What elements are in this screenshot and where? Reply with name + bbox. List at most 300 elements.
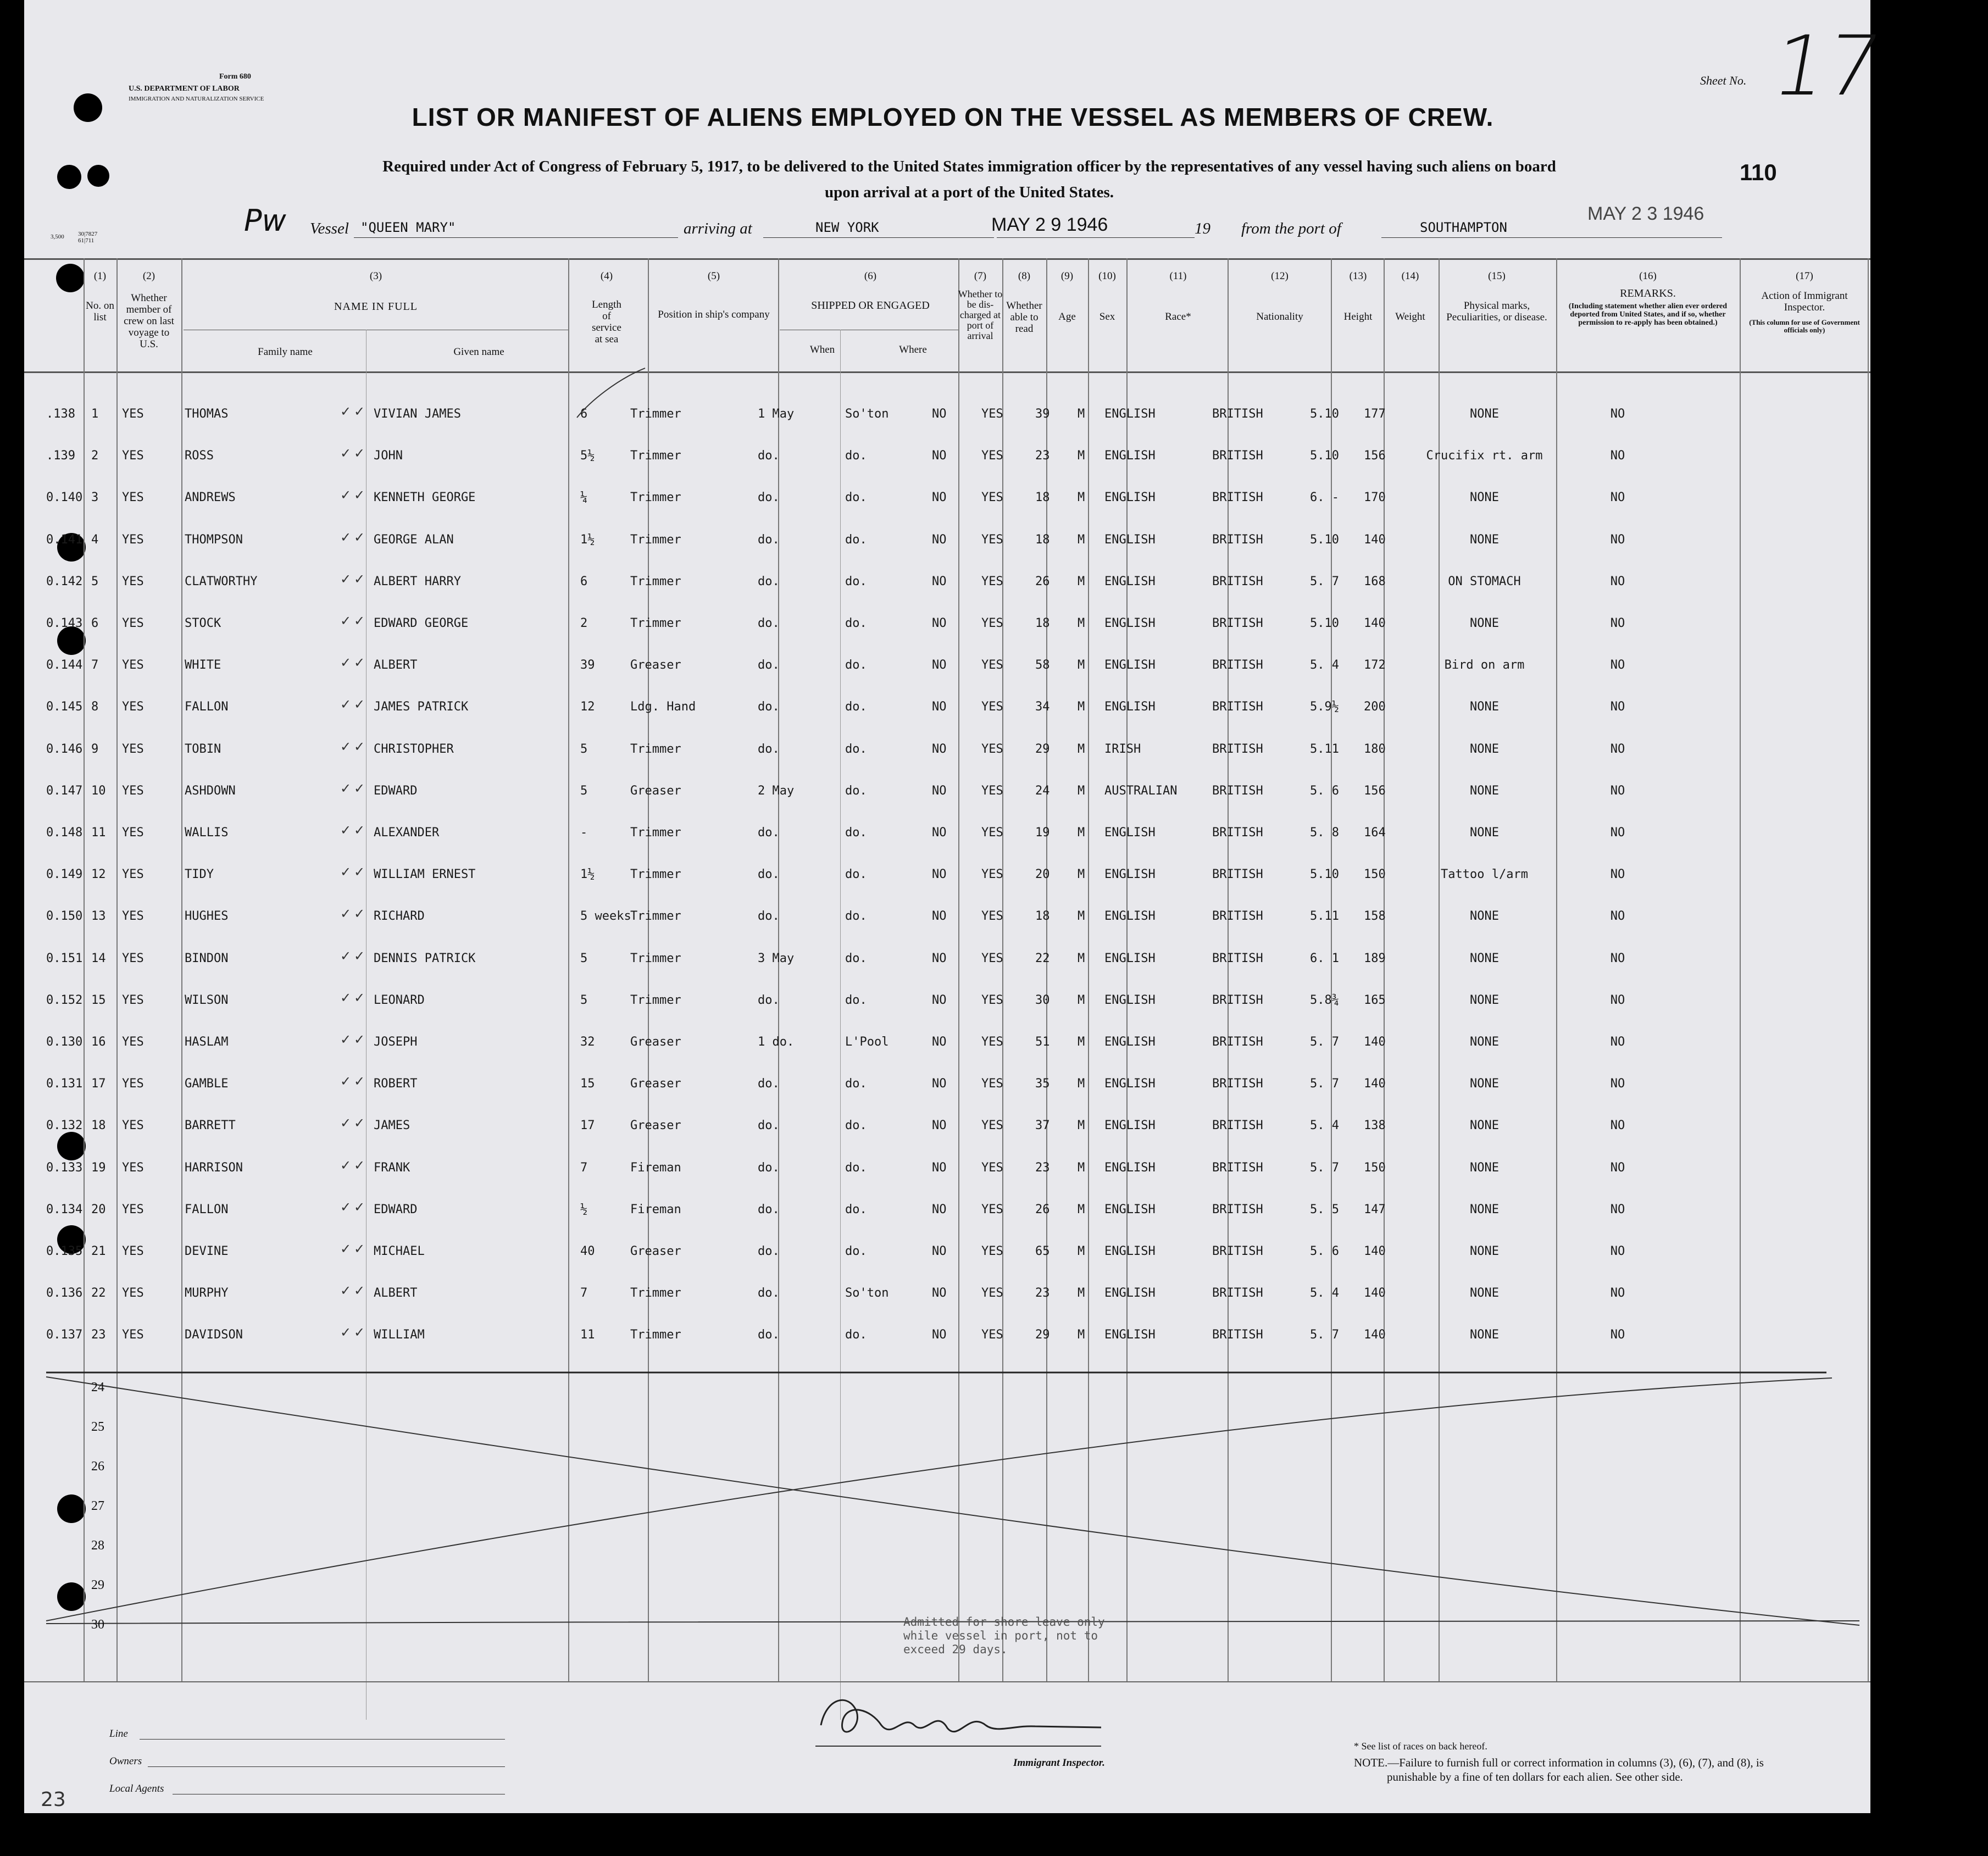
cell-nationality: BRITISH — [1212, 1119, 1263, 1132]
cell-race: ENGLISH — [1104, 868, 1156, 881]
cell-height: 5.9½ — [1310, 700, 1339, 714]
service-column-stroke — [568, 363, 678, 1736]
cell-sex: M — [1078, 658, 1085, 672]
cell-read: YES — [981, 742, 1003, 756]
cell-no: 10 — [91, 784, 106, 798]
cell-read: YES — [981, 868, 1003, 881]
cell-race: ENGLISH — [1104, 575, 1156, 588]
cell-nationality: BRITISH — [1212, 826, 1263, 840]
cell-service: 1½ — [580, 868, 595, 881]
cell-read: YES — [981, 1286, 1003, 1300]
cell-sex: M — [1078, 993, 1085, 1007]
col-1-label: No. on list — [86, 300, 114, 323]
cell-race: ENGLISH — [1104, 1203, 1156, 1216]
cell-where: do. — [845, 826, 867, 840]
cell-given: ALBERT HARRY — [374, 575, 461, 588]
col-2-label: Whether member of crew on last voyage to U.S. — [124, 292, 174, 350]
cell-given: WILLIAM ERNEST — [374, 868, 476, 881]
cell-when: 2 May — [758, 784, 795, 798]
year-label: 19 — [1195, 220, 1210, 237]
cell-ref: 0.137 — [46, 1328, 83, 1342]
vessel-name: "QUEEN MARY" — [360, 220, 456, 235]
cell-when: do. — [758, 1328, 780, 1342]
cell-age: 37 — [1035, 1119, 1050, 1132]
cell-race: ENGLISH — [1104, 407, 1156, 421]
col-5-label: Position in ship's company — [658, 309, 770, 320]
cell-height: 6. 1 — [1310, 952, 1339, 965]
cell-height: 6. - — [1310, 491, 1339, 504]
cell-weight: 140 — [1364, 1077, 1386, 1091]
cell-height: 5.8¾ — [1310, 993, 1339, 1007]
cell-when: do. — [758, 658, 780, 672]
cell-remarks: NO — [1610, 1244, 1625, 1258]
cell-service: 7 — [580, 1286, 588, 1300]
cell-family: FALLON — [185, 700, 229, 714]
cell-marks: Tattoo l/arm — [1441, 868, 1528, 881]
cell-ref: .138 — [46, 407, 75, 421]
cell-service: ¼ — [580, 491, 588, 504]
cell-discharged: NO — [932, 1077, 947, 1091]
cell-sex: M — [1078, 1328, 1085, 1342]
cell-nationality: BRITISH — [1212, 1035, 1263, 1049]
check-mark-icon: ✓ — [340, 906, 352, 921]
cell-race: ENGLISH — [1104, 1035, 1156, 1049]
cell-where: So'ton — [845, 1286, 889, 1300]
cell-no: 9 — [91, 742, 99, 756]
cell-height: 5. 7 — [1310, 1161, 1339, 1175]
cell-nationality: BRITISH — [1212, 1161, 1263, 1175]
cell-service: 11 — [580, 1328, 595, 1342]
cell-weight: 140 — [1364, 533, 1386, 547]
check-mark-icon: ✓ — [354, 697, 365, 712]
cell-no: 20 — [91, 1203, 106, 1216]
table-row — [24, 823, 1870, 868]
cell-age: 65 — [1035, 1244, 1050, 1258]
cell-race: ENGLISH — [1104, 449, 1156, 463]
col-13-label: Height — [1343, 311, 1373, 323]
cell-discharged: NO — [932, 533, 947, 547]
subtitle-line-2: upon arrival at a port of the United States. — [824, 184, 1114, 201]
cell-no: 2 — [91, 449, 99, 463]
cell-height: 5.10 — [1310, 868, 1339, 881]
cell-where: do. — [845, 491, 867, 504]
cell-weight: 156 — [1364, 784, 1386, 798]
cell-no: 5 — [91, 575, 99, 588]
cell-crew: YES — [122, 1328, 144, 1342]
cell-height: 5. 7 — [1310, 575, 1339, 588]
page-code: 110 — [1740, 159, 1777, 185]
cell-sex: M — [1078, 1286, 1085, 1300]
cell-given: ALBERT — [374, 1286, 418, 1300]
empty-row-number: 29 — [91, 1578, 104, 1592]
check-mark-icon: ✓ — [340, 781, 352, 796]
cell-age: 58 — [1035, 658, 1050, 672]
cell-nationality: BRITISH — [1212, 1286, 1263, 1300]
cell-remarks: NO — [1610, 826, 1625, 840]
cell-when: do. — [758, 868, 780, 881]
cell-nationality: BRITISH — [1212, 533, 1263, 547]
cell-nationality: BRITISH — [1212, 993, 1263, 1007]
cell-position: Trimmer — [630, 868, 681, 881]
col-14-num: (14) — [1401, 270, 1419, 282]
col-11-label: Race* — [1165, 311, 1191, 323]
cell-read: YES — [981, 1161, 1003, 1175]
table-row — [24, 1158, 1870, 1203]
check-mark-icon: ✓ — [354, 613, 365, 629]
cell-ref: 0.132 — [46, 1119, 83, 1132]
cell-crew: YES — [122, 1286, 144, 1300]
cell-remarks: NO — [1610, 449, 1625, 463]
note-line-1: NOTE.—Failure to furnish full or correct information in columns (3), (6), (7), and (8), is — [1354, 1756, 1764, 1769]
cell-no: 21 — [91, 1244, 106, 1258]
cell-height: 5. 8 — [1310, 826, 1339, 840]
check-mark-icon: ✓ — [354, 823, 365, 838]
cell-family: CLATWORTHY — [185, 575, 258, 588]
cell-sex: M — [1078, 868, 1085, 881]
cell-position: Trimmer — [630, 533, 681, 547]
cell-marks: NONE — [1470, 784, 1499, 798]
cell-marks: NONE — [1470, 1161, 1499, 1175]
cell-given: FRANK — [374, 1161, 410, 1175]
cell-position: Greaser — [630, 658, 681, 672]
cell-remarks: NO — [1610, 1119, 1625, 1132]
cell-read: YES — [981, 826, 1003, 840]
col-15-num: (15) — [1488, 270, 1506, 282]
cell-marks: NONE — [1470, 616, 1499, 630]
cell-service: 6 — [580, 575, 588, 588]
cell-where: do. — [845, 742, 867, 756]
cell-race: AUSTRALIAN — [1104, 784, 1178, 798]
cell-age: 39 — [1035, 407, 1050, 421]
cell-no: 8 — [91, 700, 99, 714]
table-row — [24, 446, 1870, 491]
cell-age: 24 — [1035, 784, 1050, 798]
check-mark-icon: ✓ — [340, 1158, 352, 1173]
cell-family: FALLON — [185, 1203, 229, 1216]
cell-remarks: NO — [1610, 784, 1625, 798]
cell-family: HARRISON — [185, 1161, 243, 1175]
cell-age: 23 — [1035, 1161, 1050, 1175]
cell-discharged: NO — [932, 909, 947, 923]
cell-discharged: NO — [932, 1035, 947, 1049]
cell-weight: 189 — [1364, 952, 1386, 965]
cell-weight: 172 — [1364, 658, 1386, 672]
check-mark-icon: ✓ — [354, 1115, 365, 1131]
col-6-label: SHIPPED OR ENGAGED — [811, 299, 930, 312]
cell-position: Trimmer — [630, 449, 681, 463]
cell-marks: NONE — [1470, 1328, 1499, 1342]
cell-no: 17 — [91, 1077, 106, 1091]
cell-no: 23 — [91, 1328, 106, 1342]
cell-crew: YES — [122, 952, 144, 965]
cell-race: ENGLISH — [1104, 1077, 1156, 1091]
cell-discharged: NO — [932, 616, 947, 630]
cell-read: YES — [981, 1244, 1003, 1258]
cell-age: 26 — [1035, 575, 1050, 588]
cell-read: YES — [981, 491, 1003, 504]
cell-weight: 168 — [1364, 575, 1386, 588]
cell-read: YES — [981, 784, 1003, 798]
from-port-label: from the port of — [1241, 220, 1341, 237]
cell-remarks: NO — [1610, 868, 1625, 881]
cell-read: YES — [981, 658, 1003, 672]
cell-no: 12 — [91, 868, 106, 881]
cell-crew: YES — [122, 826, 144, 840]
subtitle-line-1: Required under Act of Congress of February 5, 1917, to be delivered to the United States immigration officer by the representatives of any vessel having such aliens on board — [382, 158, 1556, 175]
check-mark-icon: ✓ — [340, 571, 352, 587]
cell-height: 5. 4 — [1310, 658, 1339, 672]
stamp-line-1: Admitted for shore leave only — [903, 1615, 1105, 1629]
table-row — [24, 697, 1870, 742]
cell-family: BARRETT — [185, 1119, 236, 1132]
cell-height: 5.10 — [1310, 407, 1339, 421]
cell-sex: M — [1078, 742, 1085, 756]
cell-read: YES — [981, 616, 1003, 630]
col-3-num: (3) — [369, 270, 382, 282]
cell-read: YES — [981, 700, 1003, 714]
cell-weight: 140 — [1364, 616, 1386, 630]
cell-where: do. — [845, 784, 867, 798]
cell-remarks: NO — [1610, 742, 1625, 756]
check-mark-icon: ✓ — [354, 1241, 365, 1257]
cell-ref: 0.130 — [46, 1035, 83, 1049]
col-1-num: (1) — [93, 270, 107, 282]
cell-position: Greaser — [630, 784, 681, 798]
col-16-label: REMARKS. — [1620, 287, 1676, 299]
cell-given: JAMES PATRICK — [374, 700, 469, 714]
cell-no: 19 — [91, 1161, 106, 1175]
cell-no: 18 — [91, 1119, 106, 1132]
cell-discharged: NO — [932, 700, 947, 714]
cell-marks: NONE — [1470, 1035, 1499, 1049]
form-number: Form 680 — [219, 73, 251, 81]
cell-race: ENGLISH — [1104, 1161, 1156, 1175]
cell-race: ENGLISH — [1104, 533, 1156, 547]
cell-service: 32 — [580, 1035, 595, 1049]
check-mark-icon: ✓ — [354, 1032, 365, 1047]
cell-crew: YES — [122, 616, 144, 630]
note-line-2: punishable by a fine of ten dollars for each alien. See other side. — [1387, 1770, 1683, 1783]
cell-where: do. — [845, 909, 867, 923]
cell-service: 15 — [580, 1077, 595, 1091]
cell-age: 26 — [1035, 1203, 1050, 1216]
check-mark-icon: ✓ — [354, 1325, 365, 1340]
cell-crew: YES — [122, 1077, 144, 1091]
table-row — [24, 739, 1870, 784]
cell-where: do. — [845, 1244, 867, 1258]
cell-when: do. — [758, 1244, 780, 1258]
cell-age: 18 — [1035, 491, 1050, 504]
check-mark-icon: ✓ — [354, 446, 365, 461]
cell-position: Trimmer — [630, 616, 681, 630]
cell-given: JOHN — [374, 449, 403, 463]
check-mark-icon: ✓ — [340, 1074, 352, 1089]
cell-height: 5. 7 — [1310, 1077, 1339, 1091]
cell-position: Trimmer — [630, 993, 681, 1007]
cell-race: ENGLISH — [1104, 491, 1156, 504]
col-3-sub-given: Given name — [453, 346, 504, 358]
cell-service: 5 — [580, 742, 588, 756]
check-mark-icon: ✓ — [340, 1199, 352, 1215]
sheet-label: Sheet No. — [1700, 74, 1747, 87]
cell-nationality: BRITISH — [1212, 1244, 1263, 1258]
cell-when: 3 May — [758, 952, 795, 965]
punch-hole — [87, 165, 109, 187]
cell-position: Trimmer — [630, 909, 681, 923]
page-title: LIST OR MANIFEST OF ALIENS EMPLOYED ON THE VESSEL AS MEMBERS OF CREW. — [412, 103, 1494, 131]
col-6-sub-where: Where — [899, 344, 927, 355]
table-row — [24, 948, 1870, 993]
cell-read: YES — [981, 909, 1003, 923]
check-mark-icon: ✓ — [354, 487, 365, 503]
cell-remarks: NO — [1610, 1286, 1625, 1300]
cell-ref: 0.131 — [46, 1077, 83, 1091]
check-mark-icon: ✓ — [340, 655, 352, 670]
cell-remarks: NO — [1610, 533, 1625, 547]
inspector-label: Immigrant Inspector. — [1013, 1757, 1105, 1769]
cell-when: do. — [758, 1119, 780, 1132]
empty-row-number: 24 — [91, 1380, 104, 1394]
cell-where: do. — [845, 658, 867, 672]
cell-when: 1 do. — [758, 1035, 795, 1049]
cell-discharged: NO — [932, 742, 947, 756]
manifest-sheet — [24, 0, 1888, 1813]
margin-code-2: 30|7827 61|711 — [78, 231, 98, 244]
check-mark-icon: ✓ — [354, 571, 365, 587]
cell-ref: 0.133 — [46, 1161, 83, 1175]
cell-when: do. — [758, 616, 780, 630]
col-10-label: Sex — [1099, 311, 1115, 323]
cell-position: Trimmer — [630, 742, 681, 756]
cell-crew: YES — [122, 1203, 144, 1216]
cell-nationality: BRITISH — [1212, 1328, 1263, 1342]
service-name: IMMIGRATION AND NATURALIZATION SERVICE — [129, 96, 264, 102]
table-row — [24, 655, 1870, 700]
table-row — [24, 1074, 1870, 1119]
cell-remarks: NO — [1610, 909, 1625, 923]
cell-ref: 0.144 — [46, 658, 83, 672]
cell-weight: 150 — [1364, 868, 1386, 881]
cell-family: GAMBLE — [185, 1077, 229, 1091]
cell-sex: M — [1078, 575, 1085, 588]
cell-given: ALEXANDER — [374, 826, 440, 840]
cell-ref: 0.146 — [46, 742, 83, 756]
sheet-number: 17 — [1765, 19, 1888, 114]
cell-marks: ON STOMACH — [1448, 575, 1521, 588]
cell-sex: M — [1078, 407, 1085, 421]
cell-when: do. — [758, 491, 780, 504]
cell-crew: YES — [122, 909, 144, 923]
cell-family: HASLAM — [185, 1035, 229, 1049]
col-12-label: Nationality — [1256, 311, 1303, 323]
cell-no: 7 — [91, 658, 99, 672]
cell-nationality: BRITISH — [1212, 1077, 1263, 1091]
cell-height: 5.11 — [1310, 742, 1339, 756]
col-10-num: (10) — [1098, 270, 1116, 282]
cell-when: 1 May — [758, 407, 795, 421]
cell-given: ROBERT — [374, 1077, 418, 1091]
cell-service: 1½ — [580, 533, 595, 547]
check-mark-icon: ✓ — [354, 1283, 365, 1298]
cell-read: YES — [981, 952, 1003, 965]
check-mark-icon: ✓ — [340, 530, 352, 545]
punch-hole — [57, 165, 81, 189]
cell-crew: YES — [122, 742, 144, 756]
cell-ref: 0.151 — [46, 952, 83, 965]
cell-nationality: BRITISH — [1212, 700, 1263, 714]
cell-nationality: BRITISH — [1212, 449, 1263, 463]
cell-family: BINDON — [185, 952, 229, 965]
cell-height: 5.10 — [1310, 533, 1339, 547]
cell-nationality: BRITISH — [1212, 491, 1263, 504]
cell-height: 5. 4 — [1310, 1119, 1339, 1132]
cell-family: ROSS — [185, 449, 214, 463]
cell-read: YES — [981, 407, 1003, 421]
cell-service: 5 — [580, 993, 588, 1007]
cell-marks: NONE — [1470, 700, 1499, 714]
col-4-label: Length of service at sea — [592, 299, 621, 345]
cell-weight: 158 — [1364, 909, 1386, 923]
cell-given: GEORGE ALAN — [374, 533, 454, 547]
cell-nationality: BRITISH — [1212, 407, 1263, 421]
cell-remarks: NO — [1610, 1161, 1625, 1175]
col-12-num: (12) — [1271, 270, 1289, 282]
cell-discharged: NO — [932, 658, 947, 672]
cell-family: ASHDOWN — [185, 784, 236, 798]
check-mark-icon: ✓ — [340, 948, 352, 964]
cell-position: Trimmer — [630, 575, 681, 588]
cell-remarks: NO — [1610, 575, 1625, 588]
cell-sex: M — [1078, 449, 1085, 463]
table-row — [24, 571, 1870, 616]
cell-discharged: NO — [932, 1119, 947, 1132]
cell-remarks: NO — [1610, 407, 1625, 421]
cell-when: do. — [758, 826, 780, 840]
cell-age: 20 — [1035, 868, 1050, 881]
cell-discharged: NO — [932, 784, 947, 798]
handwritten-initials: Pw — [244, 203, 286, 238]
check-mark-icon: ✓ — [354, 530, 365, 545]
col-11-num: (11) — [1169, 270, 1187, 282]
cell-weight: 164 — [1364, 826, 1386, 840]
cell-remarks: NO — [1610, 993, 1625, 1007]
cell-no: 22 — [91, 1286, 106, 1300]
cell-marks: NONE — [1470, 826, 1499, 840]
cell-sex: M — [1078, 784, 1085, 798]
check-mark-icon: ✓ — [340, 404, 352, 419]
cell-when: do. — [758, 449, 780, 463]
local-agents-label: Local Agents — [109, 1783, 164, 1794]
cell-discharged: NO — [932, 407, 947, 421]
col-17-note: (This column for use of Government officials only) — [1749, 318, 1860, 334]
cell-sex: M — [1078, 826, 1085, 840]
cell-where: do. — [845, 868, 867, 881]
cell-no: 3 — [91, 491, 99, 504]
cell-remarks: NO — [1610, 658, 1625, 672]
cell-age: 18 — [1035, 616, 1050, 630]
check-mark-icon: ✓ — [340, 1325, 352, 1340]
from-port: SOUTHAMPTON — [1420, 220, 1507, 235]
cell-nationality: BRITISH — [1212, 575, 1263, 588]
table-row — [24, 404, 1870, 449]
cell-marks: NONE — [1470, 742, 1499, 756]
cell-marks: NONE — [1470, 1119, 1499, 1132]
col-2-num: (2) — [142, 270, 156, 282]
table-row — [24, 990, 1870, 1035]
cell-family: TIDY — [185, 868, 214, 881]
cell-nationality: BRITISH — [1212, 658, 1263, 672]
cell-where: do. — [845, 1077, 867, 1091]
